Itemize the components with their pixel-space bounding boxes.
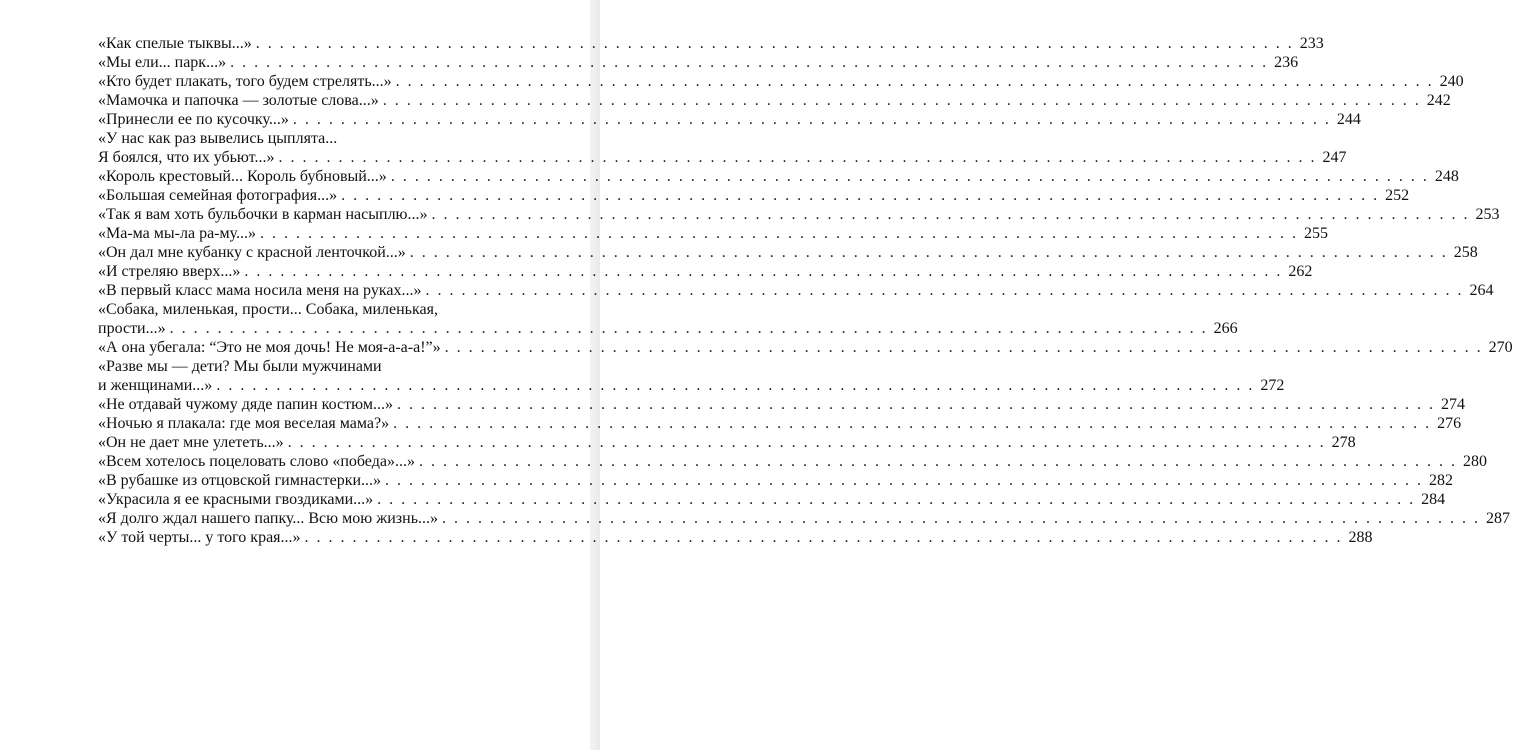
table-of-contents bbox=[98, 34, 1513, 547]
toc-entry bbox=[98, 91, 1451, 110]
toc-page-number: 288 bbox=[1348, 529, 1373, 546]
toc-entry bbox=[98, 490, 1446, 509]
toc-entry-row bbox=[98, 186, 1410, 205]
dot-leader bbox=[216, 376, 1254, 395]
toc-entry bbox=[98, 471, 1454, 490]
dot-leader bbox=[419, 452, 1457, 471]
toc-entry-title: «Он не дает мне улететь...» bbox=[98, 434, 284, 451]
toc-entry-row bbox=[98, 395, 1465, 414]
toc-entry bbox=[98, 262, 1313, 281]
toc-page-number: 278 bbox=[1331, 434, 1356, 451]
toc-entry-title: «В рубашке из отцовской гимнастерки...» bbox=[98, 472, 382, 489]
toc-entry-row bbox=[98, 433, 1356, 452]
dot-leader bbox=[432, 205, 1470, 224]
toc-entry bbox=[98, 72, 1464, 91]
toc-entry-row bbox=[98, 243, 1478, 262]
toc-page-number: 253 bbox=[1475, 206, 1500, 223]
dot-leader bbox=[260, 224, 1298, 243]
toc-entry bbox=[98, 186, 1410, 205]
toc-page-number: 274 bbox=[1441, 396, 1465, 413]
toc-entry-title: «И стреляю вверх...» bbox=[98, 263, 241, 280]
toc-page-number: 272 bbox=[1260, 377, 1285, 394]
toc-entry-title: «Большая семейная фотография...» bbox=[98, 187, 338, 204]
toc-entry bbox=[98, 167, 1459, 186]
dot-leader bbox=[278, 148, 1316, 167]
toc-page-number: 236 bbox=[1274, 54, 1299, 71]
toc-entry-row bbox=[98, 509, 1510, 528]
toc-entry bbox=[98, 224, 1329, 243]
dot-leader bbox=[397, 395, 1435, 414]
toc-entry-title: «У той черты... у того края...» bbox=[98, 529, 301, 546]
dot-leader bbox=[230, 53, 1268, 72]
toc-page-number: 248 bbox=[1434, 168, 1459, 185]
toc-entry-title: Я боялся, что их убьют...» bbox=[98, 149, 275, 166]
toc-entry-row bbox=[98, 53, 1299, 72]
toc-entry-title: «Я долго ждал нашего папку... Всю мою жизнь...» bbox=[98, 510, 438, 527]
toc-entry-title: «Ма-ма мы-ла ра-му...» bbox=[98, 225, 257, 242]
toc-entry-row bbox=[98, 471, 1454, 490]
toc-page-number: 262 bbox=[1288, 263, 1313, 280]
toc-entry bbox=[98, 34, 1324, 53]
dot-leader bbox=[170, 319, 1208, 338]
dot-leader bbox=[383, 91, 1421, 110]
toc-entry bbox=[98, 395, 1465, 414]
toc-entry bbox=[98, 433, 1356, 452]
toc-entry bbox=[98, 357, 1285, 395]
toc-entry bbox=[98, 509, 1510, 528]
dot-leader bbox=[391, 167, 1429, 186]
dot-leader bbox=[410, 243, 1448, 262]
toc-entry-row bbox=[98, 376, 1285, 395]
toc-entry-row bbox=[98, 148, 1347, 167]
toc-page-number: 247 bbox=[1322, 149, 1347, 166]
toc-page-number: 240 bbox=[1439, 73, 1464, 90]
toc-page-number: 258 bbox=[1453, 244, 1478, 261]
toc-entry-title: «Мамочка и папочка — золотые слова...» bbox=[98, 92, 379, 109]
toc-entry-title: «Принесли ее по кусочку...» bbox=[98, 111, 289, 128]
toc-entry bbox=[98, 452, 1487, 471]
toc-entry-title: «А она убегала: “Это не моя дочь! Не моя-а-а-а!”» bbox=[98, 339, 441, 356]
toc-page-number: 282 bbox=[1429, 472, 1454, 489]
toc-entry-title-line: «У нас как раз вывелись цыплята... bbox=[98, 130, 338, 147]
toc-entry-title: «Как спелые тыквы...» bbox=[98, 35, 252, 52]
toc-entry-row bbox=[98, 110, 1361, 129]
toc-page-number: 233 bbox=[1299, 35, 1324, 52]
toc-page-number: 287 bbox=[1485, 510, 1510, 527]
toc-entry bbox=[98, 528, 1373, 547]
toc-page-number: 284 bbox=[1421, 491, 1446, 508]
toc-entry-row bbox=[98, 490, 1446, 509]
toc-entry bbox=[98, 53, 1299, 72]
toc-entry-row bbox=[98, 281, 1494, 300]
toc-page-number: 264 bbox=[1469, 282, 1494, 299]
dot-leader bbox=[244, 262, 1282, 281]
toc-entry-title: «Украсила я ее красными гвоздиками...» bbox=[98, 491, 374, 508]
toc-entry-row bbox=[98, 72, 1464, 91]
toc-entry-title: «Король крестовый... Король бубновый...» bbox=[98, 168, 387, 185]
toc-entry-title: «Мы ели... парк...» bbox=[98, 54, 227, 71]
toc-entry-row bbox=[98, 414, 1462, 433]
toc-entry-title: «Так я вам хоть бульбочки в карман насыплю...» bbox=[98, 206, 428, 223]
dot-leader bbox=[385, 471, 1423, 490]
toc-entry bbox=[98, 205, 1500, 224]
dot-leader bbox=[256, 34, 1294, 53]
toc-entry-title-line: «Собака, миленькая, прости... Собака, миленькая, bbox=[98, 301, 438, 318]
toc-entry bbox=[98, 414, 1462, 433]
toc-entry-title: «Кто будет плакать, того будем стрелять...» bbox=[98, 73, 392, 90]
toc-entry-title: «Не отдавай чужому дяде папин костюм...» bbox=[98, 396, 393, 413]
toc-page-number: 266 bbox=[1213, 320, 1238, 337]
toc-page-number: 280 bbox=[1462, 453, 1487, 470]
toc-entry-row bbox=[98, 528, 1373, 547]
dot-leader bbox=[341, 186, 1379, 205]
toc-entry-title: «Ночью я плакала: где моя веселая мама?» bbox=[98, 415, 390, 432]
toc-page-number: 252 bbox=[1385, 187, 1410, 204]
dot-leader bbox=[442, 509, 1480, 528]
dot-leader bbox=[293, 110, 1331, 129]
toc-entry-title: «В первый класс мама носила меня на руках...» bbox=[98, 282, 422, 299]
toc-page-number: 255 bbox=[1304, 225, 1329, 242]
toc-entry-title: «Он дал мне кубанку с красной ленточкой...» bbox=[98, 244, 406, 261]
toc-entry-title: «Всем хотелось поцеловать слово «победа»...» bbox=[98, 453, 415, 470]
toc-entry bbox=[98, 338, 1513, 357]
toc-entry bbox=[98, 300, 1238, 338]
toc-entry-title-line: «Разве мы — дети? Мы были мужчинами bbox=[98, 358, 382, 375]
dot-leader bbox=[305, 528, 1343, 547]
toc-entry-row bbox=[98, 262, 1313, 281]
toc-entry-row bbox=[98, 338, 1513, 357]
dot-leader bbox=[445, 338, 1483, 357]
toc-entry-title: прости...» bbox=[98, 320, 166, 337]
toc-entry-row bbox=[98, 34, 1324, 53]
dot-leader bbox=[393, 414, 1431, 433]
toc-entry-row bbox=[98, 91, 1451, 110]
dot-leader bbox=[288, 433, 1326, 452]
toc-entry-row bbox=[98, 452, 1487, 471]
toc-entry-row bbox=[98, 319, 1238, 338]
toc-entry bbox=[98, 281, 1494, 300]
toc-entry bbox=[98, 129, 1347, 167]
toc-entry-row bbox=[98, 224, 1329, 243]
toc-page-number: 276 bbox=[1437, 415, 1462, 432]
dot-leader bbox=[377, 490, 1415, 509]
dot-leader bbox=[425, 281, 1463, 300]
toc-entry-title: и женщинами...» bbox=[98, 377, 213, 394]
toc-entry-row bbox=[98, 167, 1459, 186]
toc-page-number: 270 bbox=[1488, 339, 1513, 356]
toc-entry bbox=[98, 110, 1361, 129]
toc-page-number: 242 bbox=[1426, 92, 1451, 109]
toc-page-number: 244 bbox=[1336, 111, 1361, 128]
toc-entry-row bbox=[98, 205, 1500, 224]
dot-leader bbox=[396, 72, 1434, 91]
toc-entry bbox=[98, 243, 1478, 262]
